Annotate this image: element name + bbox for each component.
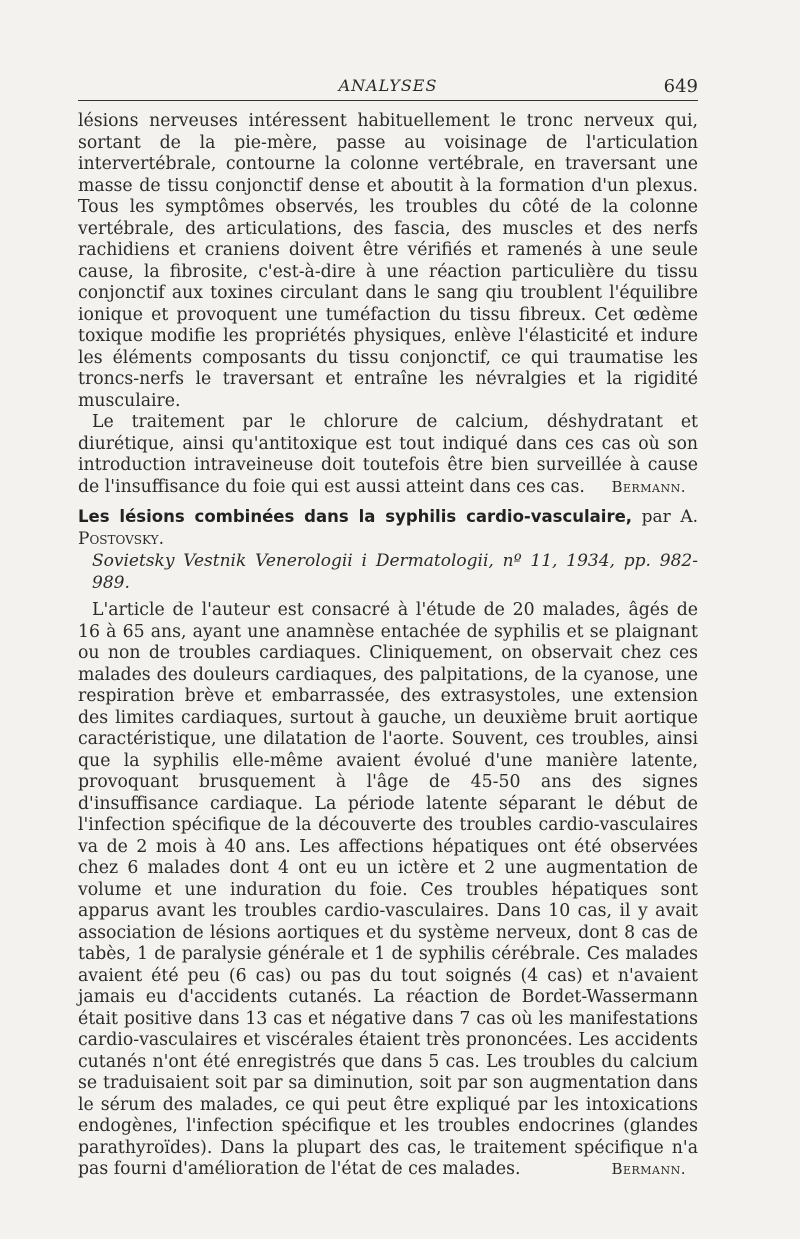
page-body — [78, 111, 698, 1181]
signature: Bermann. — [611, 1160, 686, 1178]
running-title: ANALYSES — [338, 76, 438, 95]
page — [78, 74, 698, 1181]
previous-article-paragraph-2: Le traitement par le chlorure de calcium, déshydratant et diurétique, ainsi qu'antitoxique est tout indiqué dans ces cas où son introduction intraveineuse doit toutefois être bien surveillée à cause de l'insuffisance du foie qui est aussi atteint dans ces cas. Bermann. — [78, 412, 698, 497]
article-author: Postovsky. — [78, 529, 164, 549]
article-heading — [78, 506, 698, 594]
running-header — [78, 74, 698, 101]
article-body: L'article de l'auteur est consacré à l'étude de 20 malades, âgés de 16 à 65 ans, ayant une anamnèse entachée de syphilis et se plaignant ou non de troubles cardiaques. Cliniquement, on observait chez ces malades des douleurs cardiaques, des palpitations, de la cyanose, une respiration brève et embarrassée, des extrasystoles, une extension des limites cardiaques, surtout à gauche, un deuxième bruit aortique caractéristique, une dilatation de l'aorte. Souvent, ces troubles, ainsi que la syphilis elle-même avaient évolué d'une manière latente, provoquant brusquement à l'âge de 45-50 ans des signes d'insuffisance cardiaque. La période latente séparant le début de l'infection spécifique de la découverte des troubles cardio-vasculaires va de 2 mois à 40 ans. Les affections hépatiques ont été observées chez 6 malades dont 4 ont eu un ictère et 2 une augmentation de volume et une induration du foie. Ces troubles hépatiques sont apparus avant les troubles cardio-vasculaires. Dans 10 cas, il y avait association de lésions aortiques et du système nerveux, dont 8 cas de tabès, 1 de paralysie générale et 1 de syphilis cérébrale. Ces malades avaient été peu (6 cas) ou pas du tout soignés (4 cas) et n'avaient jamais eu d'accidents cutanés. La réaction de Bordet-Wassermann était positive dans 13 cas et négative dans 7 cas où les manifestations cardio-vasculaires et viscérales étaient très prononcées. Les accidents cutanés n'ont été enregistrés que dans 5 cas. Les troubles du calcium se traduisaient soit par sa diminution, soit par son augmentation dans le sérum des malades, ce qui peut être expliqué par les intoxications endogènes, l'infection spécifique et les troubles endocrines (glandes parathyroïdes). Dans la plupart des cas, le traitement spécifique n'a pas fourni d'amélioration de l'état de ces malades. Bermann. — [78, 600, 698, 1179]
author-prefix: par A. — [641, 507, 699, 527]
previous-article-paragraph: lésions nerveuses intéressent habituellement le tronc nerveux qui, sortant de la pie-mère, passe au voisinage de l'articulation intervertébrale, contourne la colonne vertébrale, en traversant une masse de tissu conjonctif dense et aboutit à la formation d'un plexus. Tous les symptômes observés, les troubles du côté de la colonne vertébrale, des articulations, des fascia, des muscles et des nerfs rachidiens et craniens doivent être vérifiés et ramenés à une seule cause, la fibrosite, c'est-à-dire à une réaction particulière du tissu conjonctif aux toxines circulant dans le sang qiu troublent l'équilibre ionique et provoquent une tuméfaction du tissu fibreux. Cet œdème toxique modifie les propriétés physiques, enlève l'élasticité et indure les éléments composants du tissu conjonctif, ce qui traumatise les troncs-nerfs le traversant et entraîne les névralgies et la rigidité musculaire. — [78, 111, 698, 411]
signature: Bermann. — [611, 477, 686, 496]
article-source: Sovietsky Vestnik Venerologii i Dermatologii, nº 11, 1934, pp. 982-989. — [92, 551, 698, 593]
article-title: Les lésions combinées dans la syphilis cardio-vasculaire, — [78, 507, 633, 526]
page-number: 649 — [663, 76, 698, 97]
